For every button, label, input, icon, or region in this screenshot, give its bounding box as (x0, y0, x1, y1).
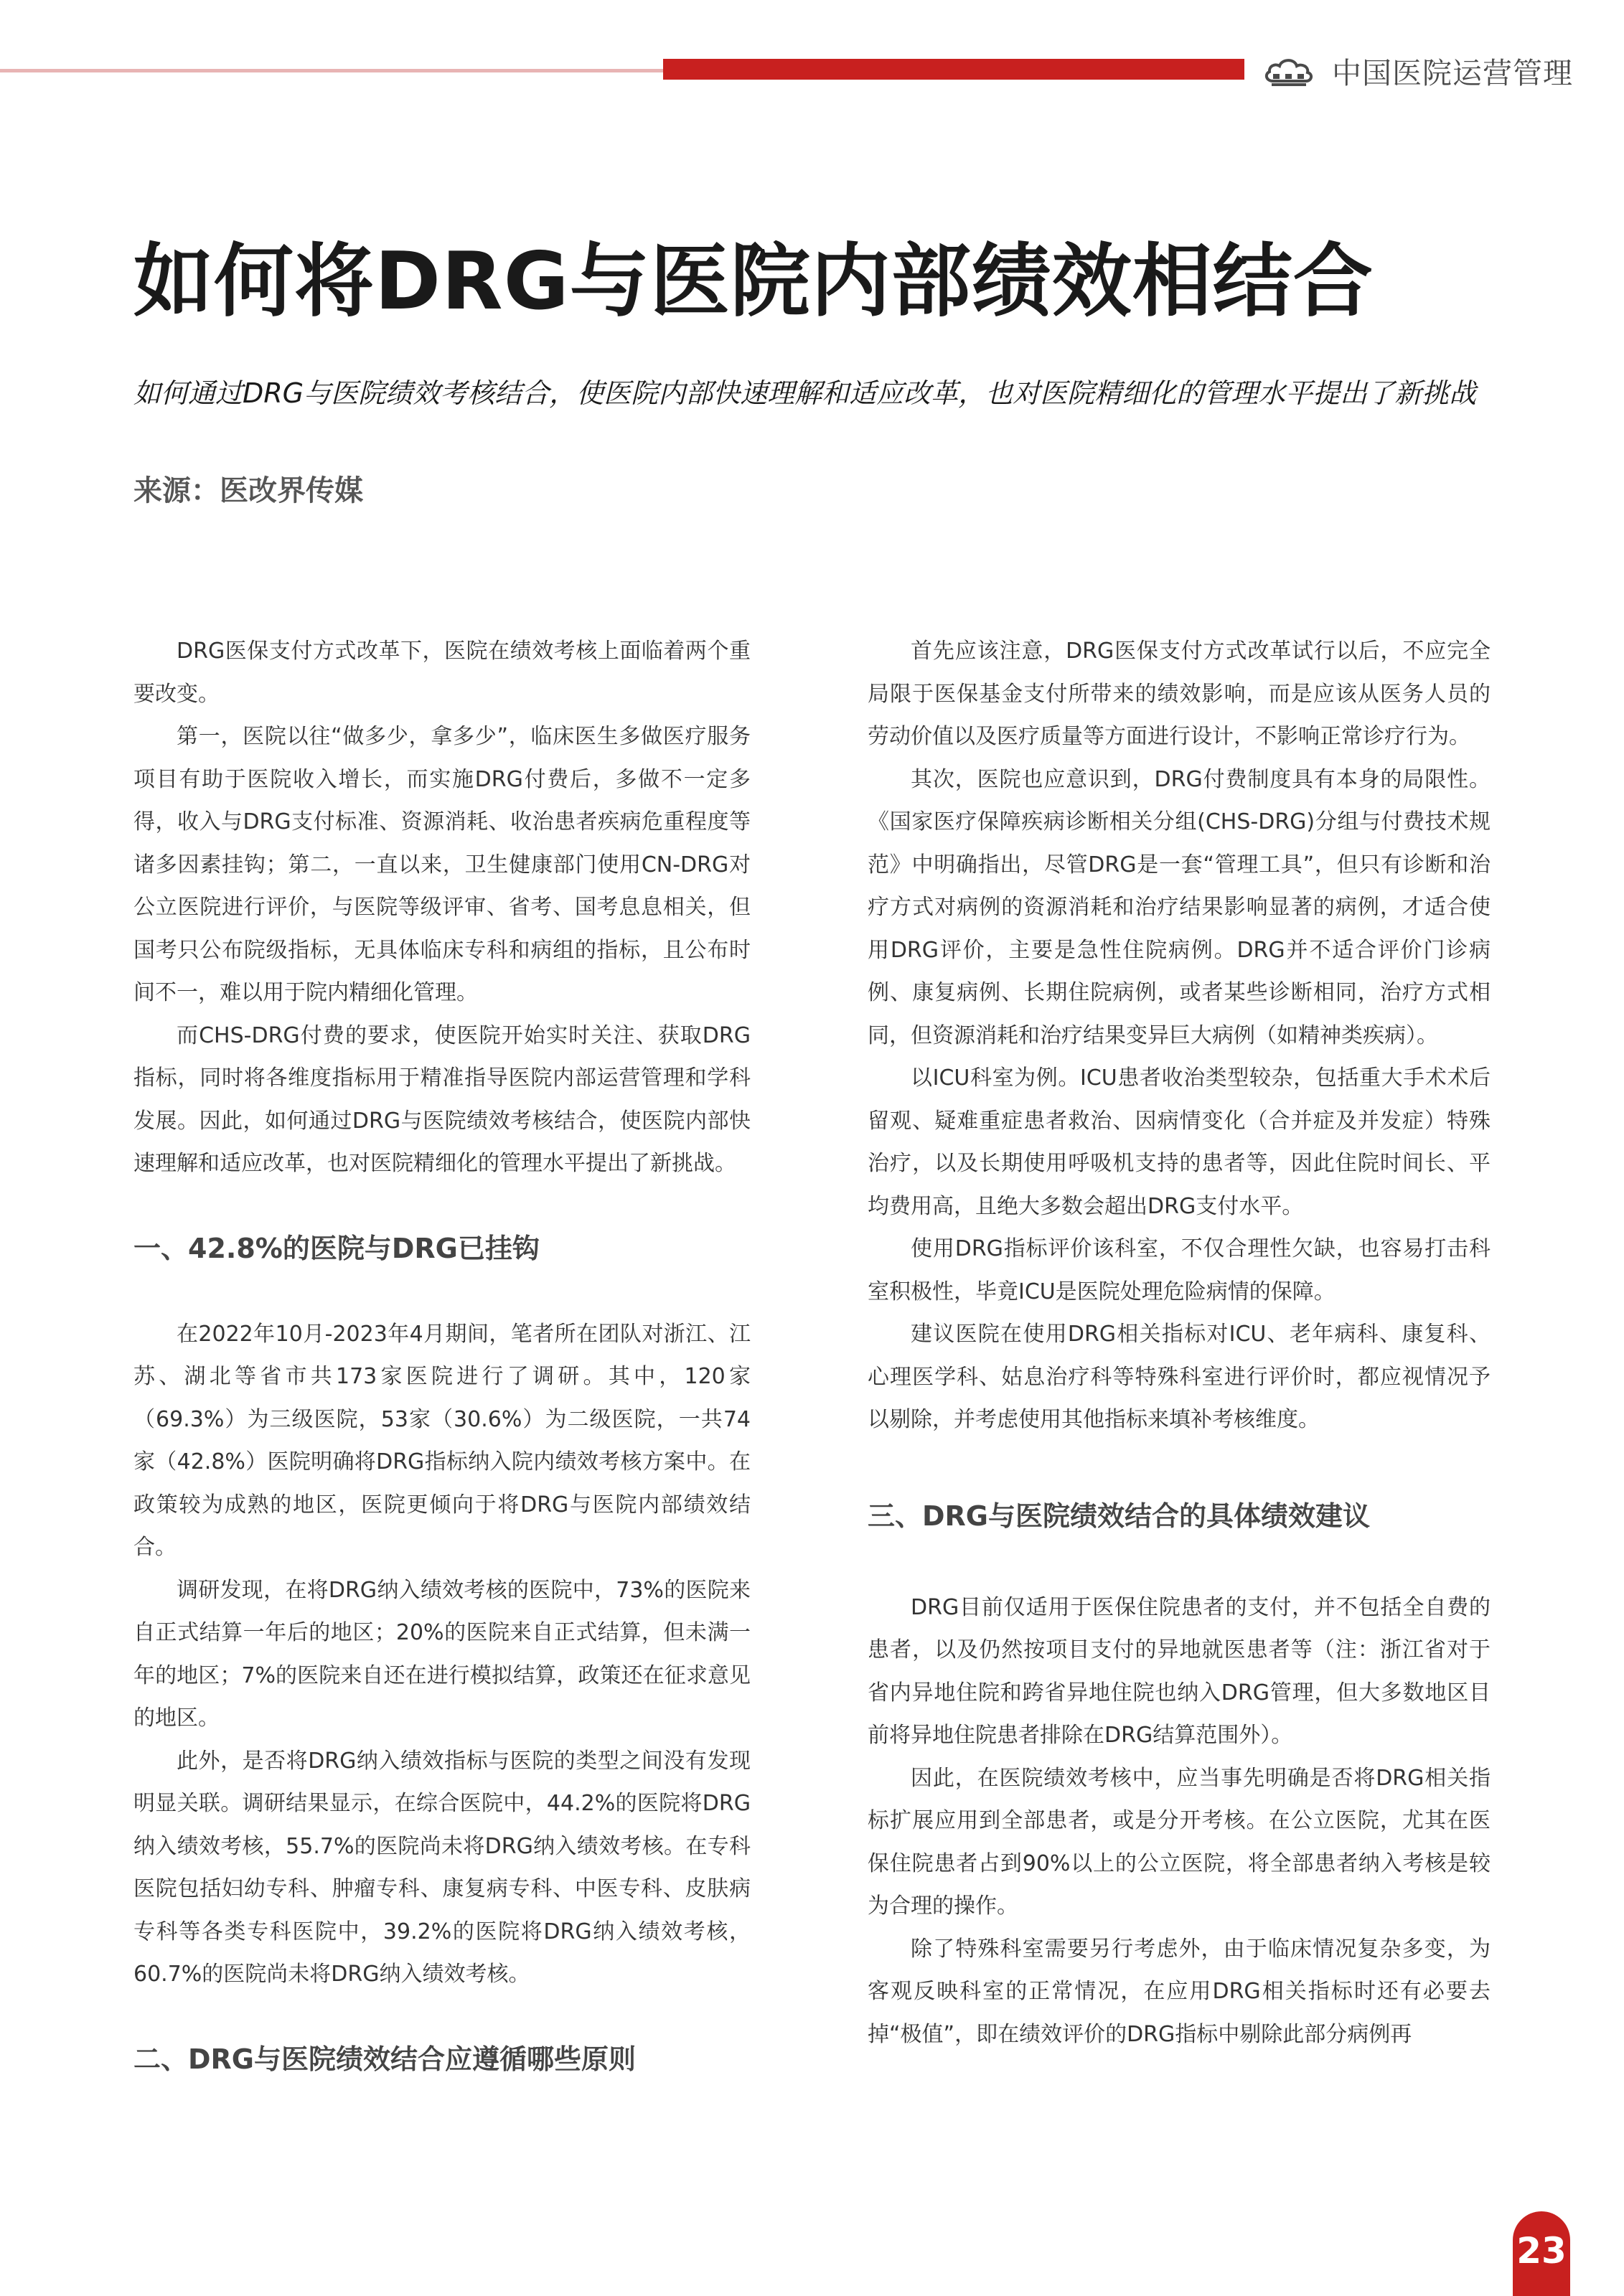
body-paragraph: 而CHS-DRG付费的要求，使医院开始实时关注、获取DRG指标，同时将各维度指标用于精准指导医院内部运营管理和学科发展。因此，如何通过DRG与医院绩效考核结合，使医院内部快速理解和适应改革，也对医院精细化的管理水平提出了新挑战。 (133, 1022, 751, 1176)
article-source: 来源：医改界传媒 (133, 474, 363, 507)
page-number-badge: 23 (1513, 2211, 1570, 2296)
body-paragraph: 其次，医院也应意识到，DRG付费制度具有本身的局限性。《国家医疗保障疾病诊断相关分组(CHS-DRG)分组与付费技术规范》中明确指出，尽管DRG是一套“管理工具”，但只有诊断和治疗方式对病例的资源消耗和治疗结果影响显著的病例，才适合使用DRG评价，主要是急性住院病例。DRG并不适合评价门诊病例、康复病例、长期住院病例，或者某些诊断相同，治疗方式相同，但资源消耗和治疗结果变异巨大病例（如精神类疾病）。 (868, 766, 1491, 1048)
body-paragraph: 首先应该注意，DRG医保支付方式改革试行以后，不应完全局限于医保基金支付所带来的绩效影响，而是应该从医务人员的劳动价值以及医疗质量等方面进行设计，不影响正常诊疗行为。 (868, 639, 1491, 749)
cloud-logo-icon (1263, 52, 1315, 88)
body-paragraph: 以ICU科室为例。ICU患者收治类型较杂，包括重大手术术后留观、疑难重症患者救治、因病情变化（合并症及并发症）特殊治疗，以及长期使用呼吸机支持的患者等，因此住院时间长、平均费用高，且绝大多数会超出DRG支付水平。 (868, 1065, 1491, 1219)
article-title: 如何将DRG与医院内部绩效相结合 (133, 235, 1374, 328)
body-paragraph: 调研发现，在将DRG纳入绩效考核的医院中，73%的医院来自正式结算一年后的地区；20%的医院来自正式结算，但未满一年的地区；7%的医院来自还在进行模拟结算，政策还在征求意见的地区。 (133, 1577, 751, 1731)
article-subtitle: 如何通过DRG与医院绩效考核结合，使医院内部快速理解和适应改革，也对医院精细化的管理水平提出了新挑战 (133, 377, 1477, 409)
body-paragraph: 建议医院在使用DRG相关指标对ICU、老年病科、康复科、心理医学科、姑息治疗科等特殊科室进行评价时，都应视情况予以剔除，并考虑使用其他指标来填补考核维度。 (868, 1322, 1491, 1432)
body-paragraph: DRG目前仅适用于医保住院患者的支付，并不包括全自费的患者，以及仍然按项目支付的异地就医患者等（注：浙江省对于省内异地住院和跨省异地住院也纳入DRG管理，但大多数地区目前将异地住院患者排除在DRG结算范围外）。 (868, 1594, 1491, 1748)
body-paragraph: DRG医保支付方式改革下，医院在绩效考核上面临着两个重要改变。 (133, 639, 751, 707)
body-paragraph: 除了特殊科室需要另行考虑外，由于临床情况复杂多变，为客观反映科室的正常情况，在应用DRG相关指标时还有必要去掉“极值”，即在绩效评价的DRG指标中剔除此部分病例再 (868, 1936, 1491, 2047)
right-column (868, 630, 1491, 2056)
body-paragraph: 在2022年10月-2023年4月期间，笔者所在团队对浙江、江苏、湖北等省市共173家医院进行了调研。其中，120家（69.3%）为三级医院，53家（30.6%）为二级医院，一共74家（42.8%）医院明确将DRG指标纳入院内绩效考核方案中。在政策较为成熟的地区，医院更倾向于将DRG与医院内部绩效结合。 (133, 1321, 751, 1560)
body-paragraph: 第一，医院以往“做多少，拿多少”，临床医生多做医疗服务项目有助于医院收入增长，而实施DRG付费后，多做不一定多得，收入与DRG支付标准、资源消耗、收治患者疾病危重程度等诸多因素挂钩；第二，一直以来，卫生健康部门使用CN-DRG对公立医院进行评价，与医院等级评审、省考、国考息息相关，但国考只公布院级指标，无具体临床专科和病组的指标，且公布时间不一，难以用于院内精细化管理。 (133, 724, 751, 1005)
body-paragraph: 使用DRG指标评价该科室，不仅合理性欠缺，也容易打击科室积极性，毕竟ICU是医院处理危险病情的保障。 (868, 1236, 1491, 1304)
section-heading-3: 三、DRG与医院绩效结合的具体绩效建议 (868, 1500, 1370, 1532)
section-heading-2: 二、DRG与医院绩效结合应遵循哪些原则 (133, 2043, 636, 2075)
header-divider-accent (663, 59, 1244, 80)
body-paragraph: 此外，是否将DRG纳入绩效指标与医院的类型之间没有发现明显关联。调研结果显示，在综合医院中，44.2%的医院将DRG纳入绩效考核，55.7%的医院尚未将DRG纳入绩效考核。在专科医院包括妇幼专科、肿瘤专科、康复病专科、中医专科、皮肤病专科等各类专科医院中，39.2%的医院将DRG纳入绩效考核，60.7%的医院尚未将DRG纳入绩效考核。 (133, 1748, 751, 1987)
section-heading-1: 一、42.8%的医院与DRG已挂钩 (133, 1232, 540, 1264)
header-divider-light (0, 69, 663, 72)
left-column (133, 630, 751, 2081)
brand-name: 中国医院运营管理 (1332, 55, 1573, 90)
header-brand (1263, 49, 1573, 92)
body-paragraph: 因此，在医院绩效考核中，应当事先明确是否将DRG相关指标扩展应用到全部患者，或是分开考核。在公立医院，尤其在医保住院患者占到90%以上的公立医院，将全部患者纳入考核是较为合理的操作。 (868, 1765, 1491, 1919)
